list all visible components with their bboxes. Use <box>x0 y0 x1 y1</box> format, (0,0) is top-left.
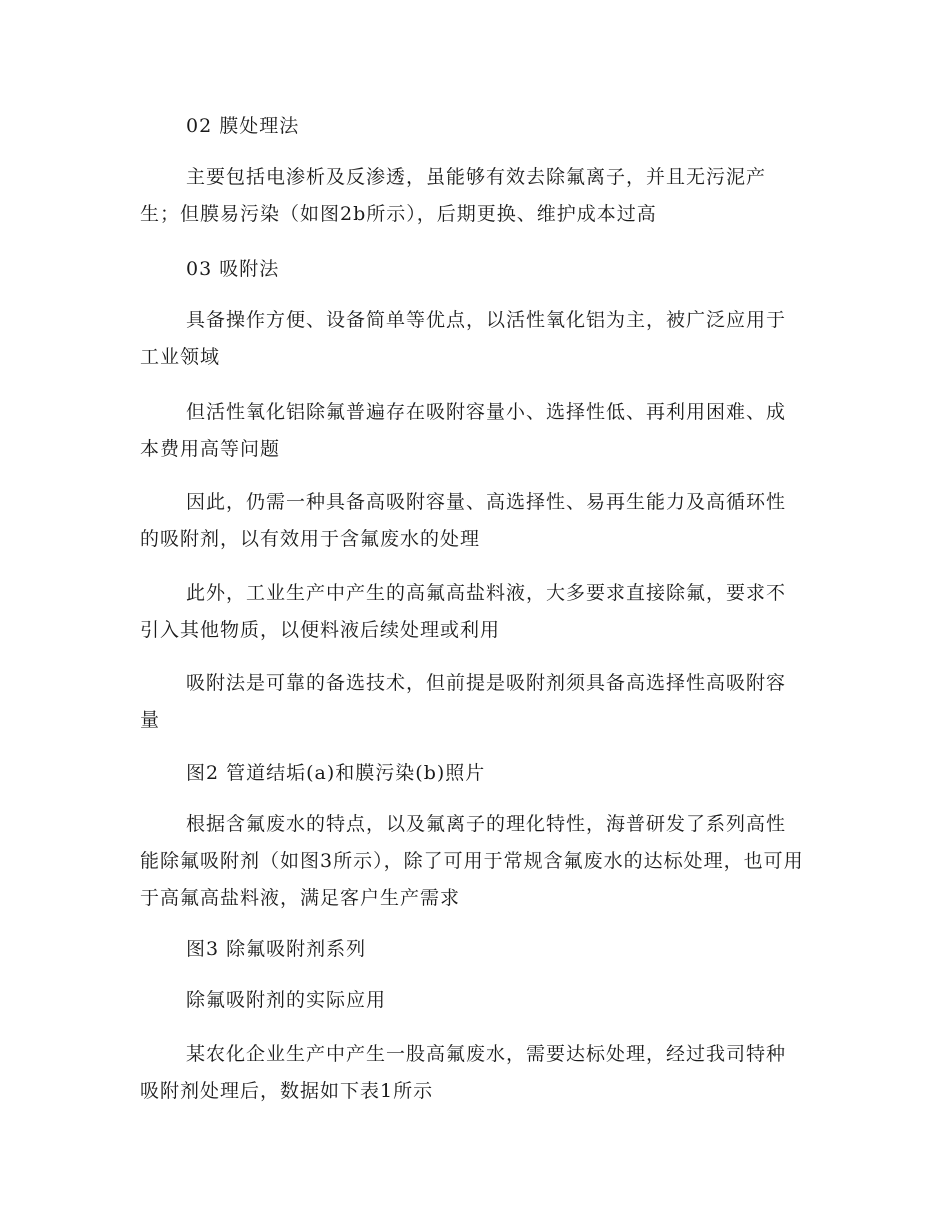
paragraph-alumina-problems: 但活性氧化铝除氟普遍存在吸附容量小、选择性低、再利用困难、成本费用高等问题 <box>140 401 787 460</box>
paragraph-membrane-description: 主要包括电渗析及反渗透，虽能够有效去除氟离子，并且无污泥产生；但膜易污染（如图2b所示），后期更换、维护成本过高 <box>140 166 767 225</box>
paragraph-high-salt-liquid: 此外，工业生产中产生的高氟高盐料液，大多要求直接除氟，要求不引入其他物质，以便料液后续处理或利用 <box>140 582 787 641</box>
paragraph-case-study: 某农化企业生产中产生一股高氟废水，需要达标处理，经过我司特种吸附剂处理后，数据如下表1所示 <box>140 1043 787 1102</box>
section-heading-membrane: 02 膜处理法 <box>186 115 300 137</box>
paragraph-adsorption-reliability: 吸附法是可靠的备选技术，但前提是吸附剂须具备高选择性高吸附容量 <box>140 672 787 731</box>
paragraph-adsorbent-need: 因此，仍需一种具备高吸附容量、高选择性、易再生能力及高循环性的吸附剂，以有效用于含氟废水的处理 <box>140 491 787 550</box>
paragraph-haipu-adsorbents: 根据含氟废水的特点，以及氟离子的理化特性，海普研发了系列高性能除氟吸附剂（如图3所示），除了可用于常规含氟废水的达标处理，也可用于高氟高盐料液，满足客户生产需求 <box>140 813 804 909</box>
section-heading-adsorption: 03 吸附法 <box>186 258 280 280</box>
section-heading-application: 除氟吸附剂的实际应用 <box>186 989 387 1011</box>
figure-caption-3: 图3 除氟吸附剂系列 <box>186 938 367 960</box>
figure-caption-2: 图2 管道结垢(a)和膜污染(b)照片 <box>186 762 486 784</box>
paragraph-adsorption-advantages: 具备操作方便、设备简单等优点，以活性氧化铝为主，被广泛应用于工业领域 <box>140 309 787 368</box>
